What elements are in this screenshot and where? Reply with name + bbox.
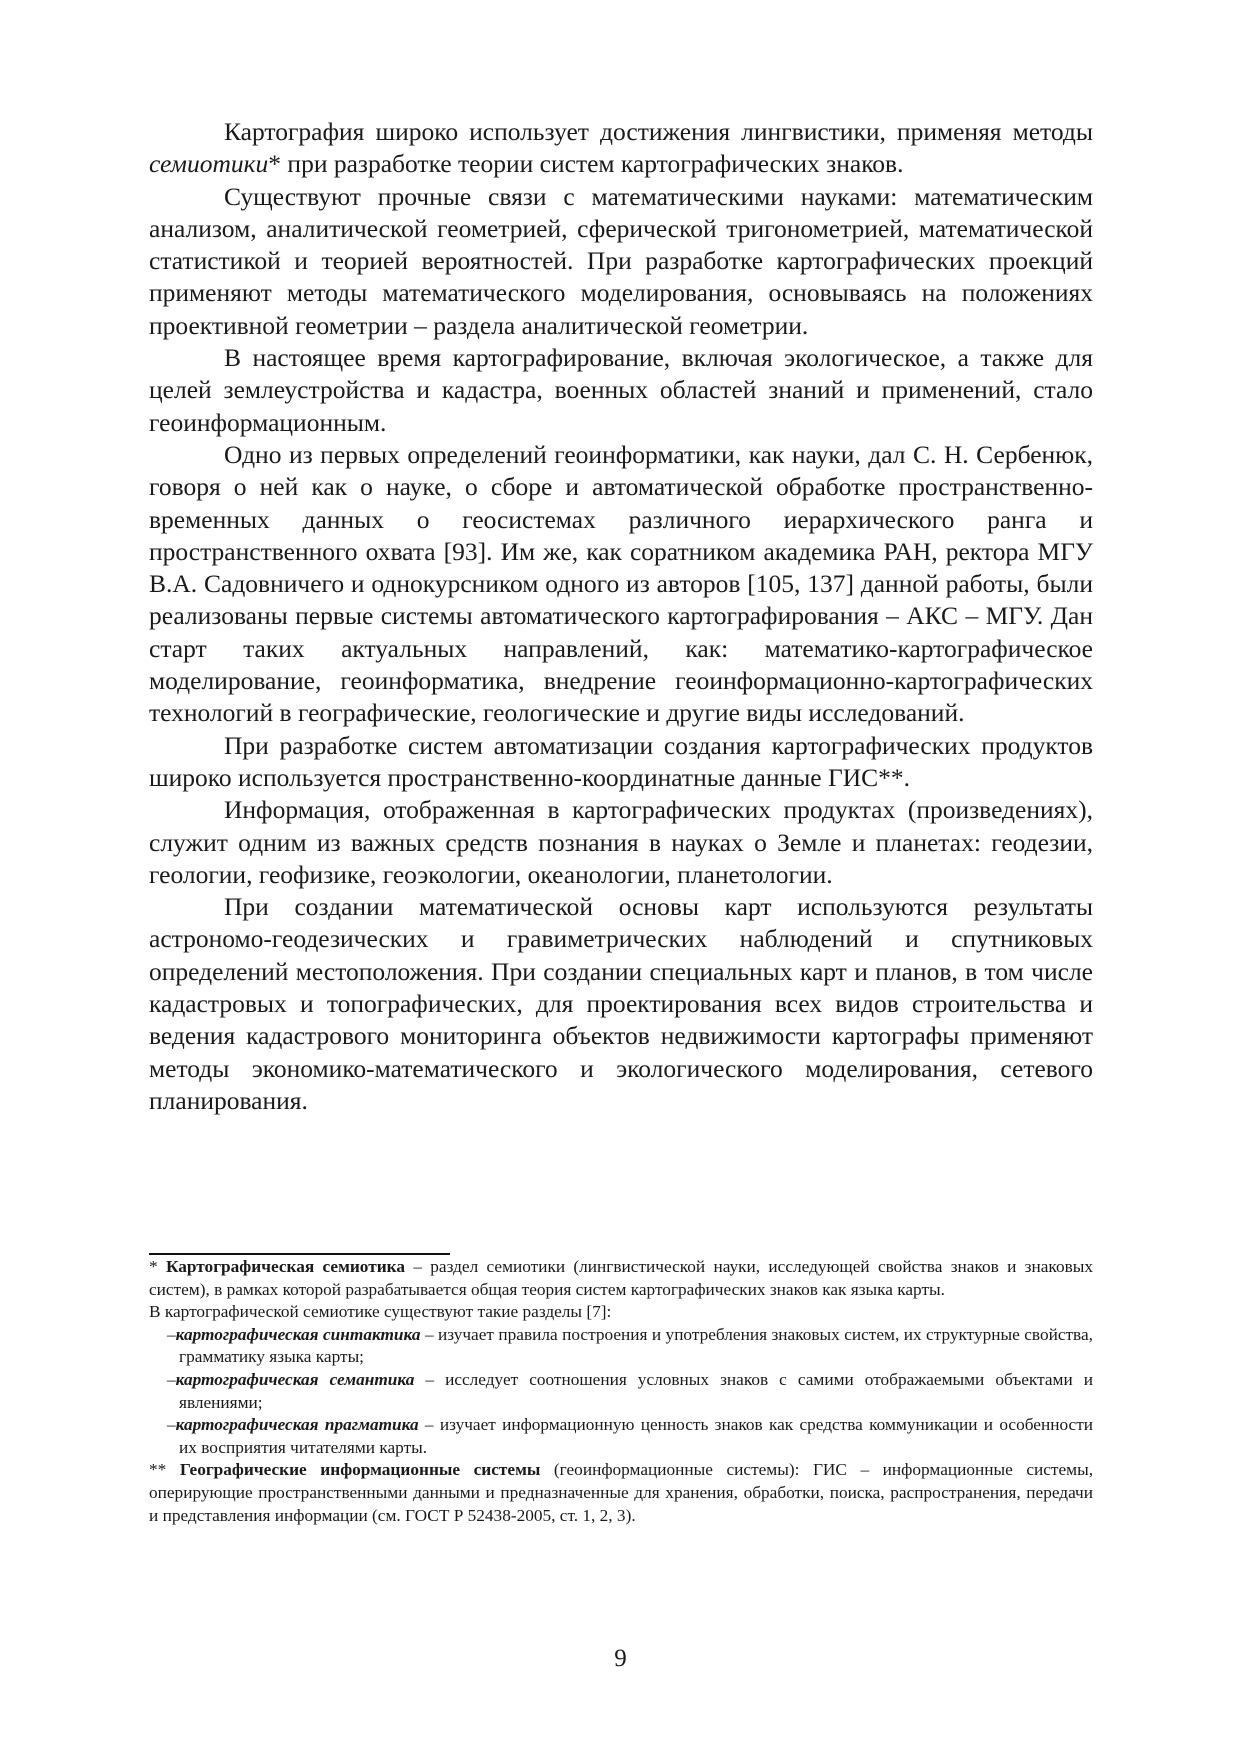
list-term: картографическая прагматика: [175, 1415, 419, 1435]
body-text: [149, 116, 1093, 1117]
footnote-list-item: –картографическая семантика – исследует соотношения условных знаков с самими отображаемыми объектами и явлениями;: [167, 1369, 1093, 1412]
footnote-text: (геоинформационные системы): ГИС – информационные системы, оперирующие пространственными данными и предназначенные для хранения, обработки, поиска, распространения, передачи и представления информации (см. ГОСТ Р 52438-2005, ст. 1, 2, 3).: [149, 1460, 1094, 1525]
text: Картография широко использует достижения лингвистики, применяя методы: [224, 117, 1093, 146]
italic-term: семиотики: [149, 149, 269, 179]
list-text: – изучает информационную ценность знаков как средства коммуникации и особенности их восприятия читателями карты.: [179, 1415, 1093, 1457]
footnote-list-item: –картографическая синтактика – изучает правила построения и употребления знаковых систем, их структурные свойства, грамматику языка карты;: [167, 1324, 1093, 1367]
paragraph: Существуют прочные связи с математическими науками: математическим анализом, аналитической геометрией, сферической тригонометрией, математической статистикой и теорией вероятностей. При разработке картографических проекций применяют методы математического моделирования, основываясь на положениях проективной геометрии – раздела аналитической геометрии.: [149, 181, 1093, 340]
list-term: картографическая семантика: [175, 1369, 415, 1389]
footnote-term: Географические информационные системы: [179, 1460, 541, 1480]
list-text: – исследует соотношения условных знаков с самими отображаемыми объектами и явлениями;: [179, 1369, 1093, 1412]
paragraph: В настоящее время картографирование, включая экологическое, а также для целей землеустройства и кадастра, военных областей знаний и применений, стало геоинформационным.: [149, 343, 1093, 437]
footnote-list-item: –картографическая прагматика – изучает информационную ценность знаков как средства коммуникации и особенности их восприятия читателями карты.: [167, 1415, 1093, 1457]
footnote-1: [149, 1256, 1093, 1301]
paragraph: [149, 116, 1093, 181]
text: * при разработке теории систем картографических знаков.: [268, 149, 904, 179]
page-number: 9: [614, 1645, 627, 1672]
footnote-divider: [149, 1253, 450, 1255]
paragraph: Одно из первых определений геоинформатики, как науки, дал С. Н. Сербенюк, говоря о ней как о науке, о сборе и автоматической обработке пространственно-временных данных о геосистемах различного иерархического ранга и пространственного охвата [93]. Им же, как соратником академика РАН, ректора МГУ В.А. Садовничего и однокурсником одного из авторов [105, 137] данной работы, были реализованы первые системы автоматического картографирования – АКС – МГУ. Дан старт таких актуальных направлений, как: математико-картографическое моделирование, геоинформатика, внедрение геоинформационно-картографических технологий в географические, геологические и другие виды исследований.: [149, 439, 1093, 728]
list-text: – изучает правила построения и употребления знаковых систем, их структурные свойства, грамматику языка карты;: [179, 1324, 1093, 1367]
footnote-2: [149, 1459, 1093, 1527]
footnote-term: Картографическая семиотика: [165, 1257, 405, 1276]
paragraph: При создании математической основы карт используются результаты астрономо-геодезических и гравиметрических наблюдений и спутниковых определений местоположения. При создании специальных карт и планов, в том числе кадастровых и топографических, для проектирования всех видов строительства и ведения кадастрового мониторинга объектов недвижимости картографы применяют методы экономико-математического и экологического моделирования, сетевого планирования.: [149, 892, 1093, 1115]
paragraph: При разработке систем автоматизации создания картографических продуктов широко используется пространственно-координатные данные ГИС**.: [149, 730, 1093, 792]
footnote-text: – раздел семиотики (лингвистической науки, исследующей свойства знаков и знаковых систем), в рамках которой разрабатывается общая теория систем картографических знаков как языка карты.: [149, 1257, 1093, 1299]
paragraph: Информация, отображенная в картографических продуктах (произведениях), служит одним из важных средств познания в науках о Земле и планетах: геодезии, геологии, геофизике, геоэкологии, океанологии, планетологии.: [149, 795, 1093, 889]
footnote-mark: **: [149, 1460, 180, 1480]
footnote-intro: В картографической семиотике существуют такие разделы [7]:: [149, 1302, 612, 1322]
footnote-mark: *: [149, 1257, 166, 1276]
footnotes: [149, 1256, 1093, 1527]
list-term: картографическая синтактика: [175, 1324, 421, 1344]
